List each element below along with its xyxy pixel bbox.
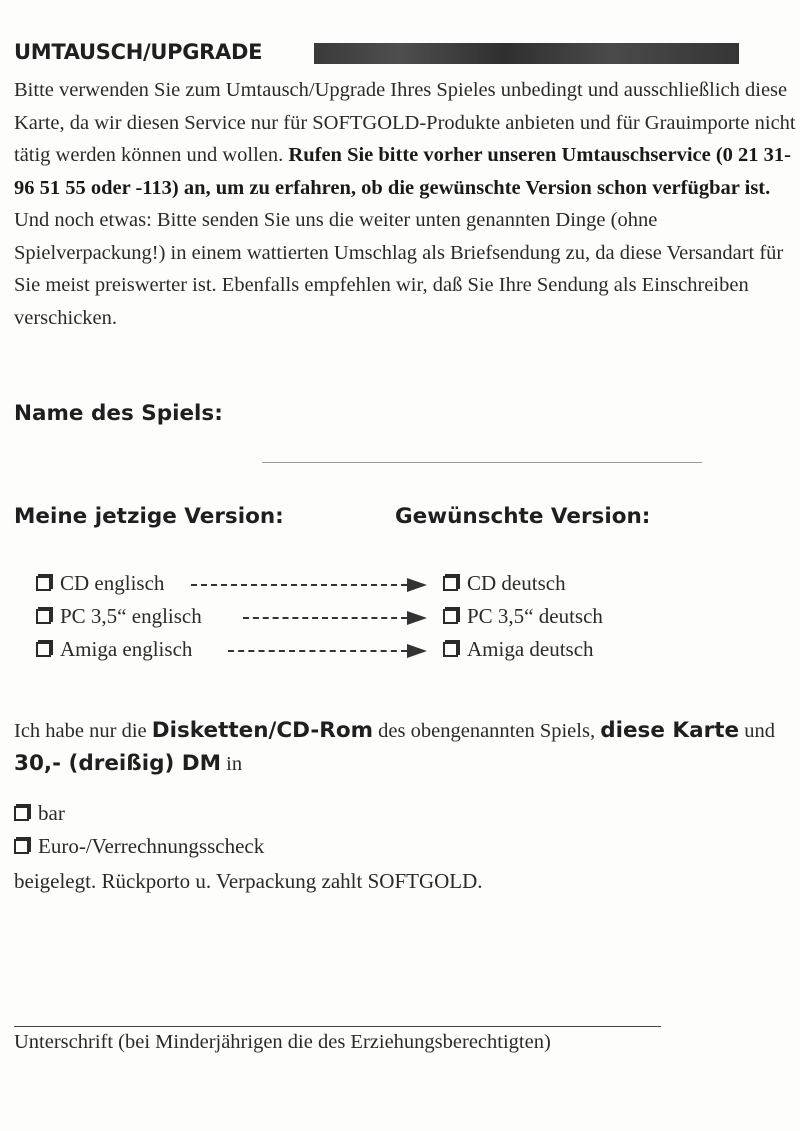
current-version-option bbox=[36, 571, 164, 596]
payment-text: des obengenannten Spiels, bbox=[373, 720, 601, 742]
payment-option-cash bbox=[14, 801, 65, 826]
desired-version-option bbox=[443, 571, 566, 596]
option-label: PC 3,5“ deutsch bbox=[467, 604, 603, 628]
option-label: CD deutsch bbox=[467, 571, 566, 595]
option-label: Amiga deutsch bbox=[467, 637, 594, 661]
desired-version-heading: Gewünschte Version: bbox=[395, 504, 651, 529]
payment-text: Ich habe nur die bbox=[14, 720, 152, 742]
current-version-heading: Meine jetzige Version: bbox=[14, 504, 284, 529]
intro-text-2: Und noch etwas: Bitte senden Sie uns die weiter unten genannten Dinge (ohne Spielverpackung!) in einem wattierten Umschlag als Briefsendung zu, da diese Versandart für Sie meist preiswerter ist. Ebenfalls empfehlen wir, daß Sie Ihre Sendung als Einschreiben verschicken. bbox=[14, 209, 784, 329]
intro-bold-text: Rufen Sie bitte vorher unseren Umtauschservice (0 21 31-96 51 55 oder -113) an, um zu erfahren, ob die gewünschte Version schon verfügbar ist. bbox=[14, 144, 791, 199]
arrow-right-icon bbox=[407, 578, 427, 592]
option-label: Euro-/Verrechnungsscheck bbox=[38, 834, 265, 858]
arrow-line bbox=[191, 584, 407, 586]
arrow-right-icon bbox=[407, 611, 427, 625]
signature-field[interactable] bbox=[14, 1026, 661, 1027]
checkbox[interactable] bbox=[36, 609, 51, 624]
option-label: PC 3,5“ englisch bbox=[60, 604, 202, 628]
desired-version-option bbox=[443, 637, 594, 662]
payment-bold-text: diese Karte bbox=[600, 718, 740, 743]
payment-paragraph bbox=[14, 715, 784, 780]
heading-row bbox=[14, 40, 734, 66]
checkbox[interactable] bbox=[443, 576, 458, 591]
option-label: CD englisch bbox=[60, 571, 165, 595]
page-title: UMTAUSCH/UPGRADE bbox=[14, 40, 263, 64]
checkbox[interactable] bbox=[443, 609, 458, 624]
current-version-option bbox=[36, 604, 202, 629]
checkbox[interactable] bbox=[443, 642, 458, 657]
arrow-line bbox=[243, 617, 407, 619]
option-label: Amiga englisch bbox=[60, 637, 193, 661]
desired-version-option bbox=[443, 604, 603, 629]
checkbox[interactable] bbox=[14, 806, 29, 821]
game-name-label: Name des Spiels: bbox=[14, 401, 223, 426]
checkbox[interactable] bbox=[36, 576, 51, 591]
game-name-field[interactable] bbox=[262, 462, 702, 463]
payment-text: und bbox=[739, 720, 775, 742]
signature-caption: Unterschrift (bei Minderjährigen die des Erziehungsberechtigten) bbox=[14, 1031, 551, 1053]
current-version-option bbox=[36, 637, 192, 662]
intro-paragraph bbox=[14, 74, 796, 334]
heading-decorative-bar bbox=[314, 43, 739, 64]
closing-text: beigelegt. Rückporto u. Verpackung zahlt SOFTGOLD. bbox=[14, 869, 483, 893]
payment-bold-text: 30,- (dreißig) DM bbox=[14, 750, 222, 776]
payment-bold-text: Disketten/CD-Rom bbox=[151, 718, 374, 743]
arrow-line bbox=[228, 650, 407, 652]
intro-text-1: Bitte verwenden Sie zum Umtausch/Upgrade Ihres Spieles unbedingt und ausschließlich diese Karte, da wir diesen Service nur für SOFTGOLD-Produkte anbieten und für Grauimporte nicht tätig werden können und wollen. bbox=[14, 79, 796, 166]
arrow-right-icon bbox=[407, 644, 427, 658]
option-label: bar bbox=[38, 801, 65, 825]
checkbox[interactable] bbox=[36, 642, 51, 657]
payment-option-cheque bbox=[14, 834, 264, 859]
checkbox[interactable] bbox=[14, 839, 29, 854]
payment-text: in bbox=[221, 752, 243, 775]
